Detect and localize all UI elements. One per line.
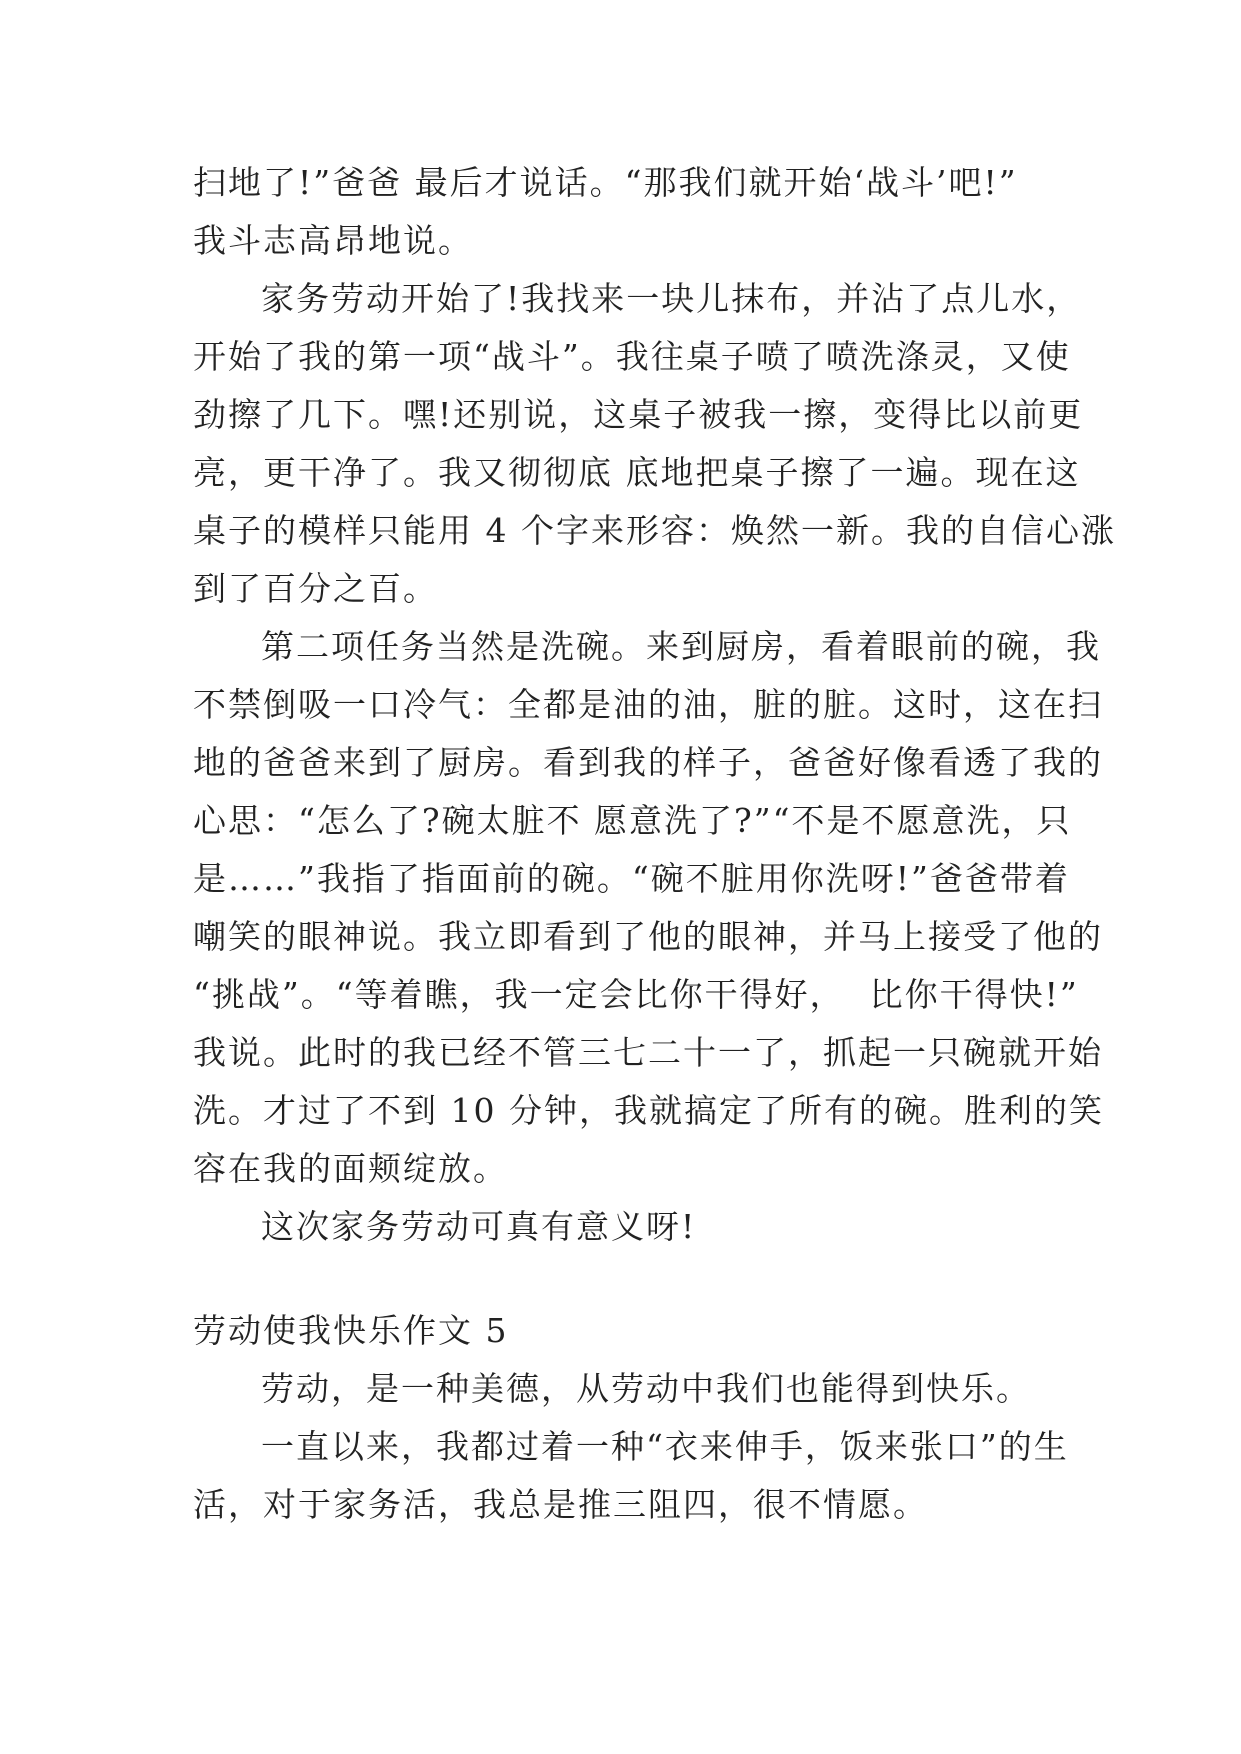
text-line: 第二项任务当然是洗碗。来到厨房，看着眼前的碗，我 — [261, 627, 1101, 666]
text-line: 容在我的面颊绽放。 — [193, 1149, 508, 1188]
text-line: 扫地了!”爸爸 最后才说话。“那我们就开始‘战斗’吧!” — [193, 163, 1018, 202]
paragraph — [193, 618, 1104, 1198]
section-title: 劳动使我快乐作文 5 — [193, 1311, 509, 1350]
text-line: 活，对于家务活，我总是推三阻四，很不情愿。 — [193, 1485, 928, 1524]
text-line: 嘲笑的眼神说。我立即看到了他的眼神，并马上接受了他的 — [193, 917, 1103, 956]
text-line: 劳动，是一种美德，从劳动中我们也能得到快乐。 — [261, 1369, 1031, 1408]
text-line: 心思：“怎么了?碗太脏不 愿意洗了?”“不是不愿意洗，只 — [193, 801, 1072, 840]
text-line: 桌子的模样只能用 4 个字来形容：焕然一新。我的自信心涨 — [193, 511, 1116, 550]
text-line: 一直以来，我都过着一种“衣来伸手，饭来张口”的生 — [261, 1427, 1069, 1466]
text-line: 家务劳动开始了!我找来一块儿抹布，并沾了点儿水， — [261, 279, 1082, 318]
paragraph — [193, 1198, 1053, 1256]
text-line: 劲擦了几下。嘿!还别说，这桌子被我一擦，变得比以前更 — [193, 395, 1084, 434]
text-line: 地的爸爸来到了厨房。看到我的样子，爸爸好像看透了我的 — [193, 743, 1103, 782]
text-line: 我说。此时的我已经不管三七二十一了，抓起一只碗就开始 — [193, 1033, 1103, 1072]
text-line: 不禁倒吸一口冷气：全都是油的油，脏的脏。这时，这在扫 — [193, 685, 1103, 724]
text-line: 是……”我指了指面前的碗。“碗不脏用你洗呀!”爸爸带着 — [193, 859, 1070, 898]
paragraph — [193, 1418, 1069, 1534]
text-line: 洗。才过了不到 10 分钟，我就搞定了所有的碗。胜利的笑 — [193, 1091, 1104, 1130]
text-line: 这次家务劳动可真有意义呀! — [261, 1207, 697, 1246]
text-line: 我斗志高昂地说。 — [193, 221, 473, 260]
paragraph — [193, 270, 1116, 618]
text-line: 开始了我的第一项“战斗”。我往桌子喷了喷洗涤灵，又使 — [193, 337, 1071, 376]
document-body — [193, 154, 1116, 1534]
text-line: 到了百分之百。 — [193, 569, 438, 608]
text-line: “挑战”。“等着瞧，我一定会比你干得好， 比你干得快!” — [193, 975, 1079, 1014]
paragraph — [193, 1360, 1053, 1418]
text-line: 亮，更干净了。我又彻彻底 底地把桌子擦了一遍。现在这 — [193, 453, 1081, 492]
paragraph — [193, 154, 1053, 270]
paragraph-gap — [193, 1256, 1053, 1302]
